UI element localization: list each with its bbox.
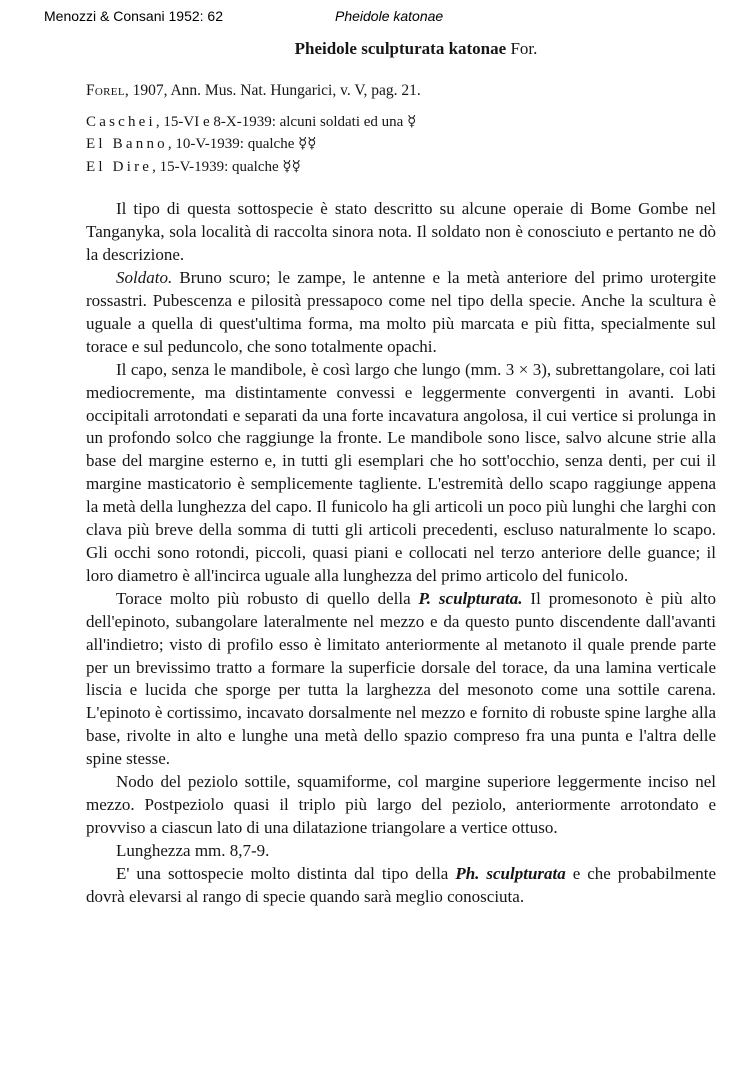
record-text: , 15-V-1939: qualche ☿☿	[152, 158, 301, 175]
conclusion-text-b: e che probabilmente dovrà elevarsi al rango di specie quando sarà meglio conosciuta.	[86, 863, 716, 906]
running-title: Pheidole katonae	[335, 8, 444, 24]
reference-author: Forel	[86, 81, 125, 99]
paragraph-length: Lunghezza mm. 8,7-9.	[116, 840, 270, 860]
collection-record	[86, 111, 716, 134]
document-page	[86, 38, 716, 909]
paragraph-petiole: Nodo del peziolo sottile, squamiforme, col margine superiore leggermente inciso nel mezzo. Postpeziolo quasi il triplo più largo del peziolo, anteriormente arrotondato e provviso a ciascun lato di una dilatazione triangolare a vertice ottuso.	[86, 772, 716, 837]
paragraph-type-note: Il tipo di questa sottospecie è stato descritto su alcune operaie di Bome Gombe nel Tanganyka, sola località di raccolta sinora nota. Il soldato non è conosciuto e pertanto ne dò la descrizione.	[86, 199, 716, 265]
collection-records	[86, 111, 716, 179]
collection-record	[86, 156, 716, 179]
species-name: P. sculpturata.	[418, 588, 523, 608]
reference-details: , 1907, Ann. Mus. Nat. Hungarici, v. V, pag. 21.	[124, 81, 421, 99]
paragraph-head: Il capo, senza le mandibole, è così largo che lungo (mm. 3 × 3), subrettangolare, coi lati mediocremente, ma distintamente convessi e leggermente convergenti in avanti. Lobi occipitali arrotondati e separati da una forte incavatura angolosa, il cui vertice si prolunga in un profondo solco che raggiunge la fronte. Le mandibole sono lisce, salvo alcune strie alla base del margine esterno e, in tutti gli esemplari che ho sott'occhio, senza denti, per cui il margine masticatorio è semplicemente tagliente. L'estremità dello scapo raggiunge appena la metà della lunghezza del capo. Il funicolo ha gli articoli un poco più lunghi che larghi con clava più breve della somma di tutti gli articoli precedenti, escluso naturalmente lo scapo. Gli occhi sono rotondi, piccoli, quasi piani e collocati nel terzo anteriore delle guance; il loro diametro è all'incirca uguale alla lunghezza del primo articolo del funicolo.	[86, 359, 716, 585]
paragraph-conclusion	[86, 863, 716, 909]
soldier-text: Bruno scuro; le zampe, le antenne e la metà anteriore del primo urotergite rossastri. Pubescenza e pilosità pressapoco come nel tipo della specie. Anche la scultura è uguale a quella di quest'ultima forma, ma molto più marcata e più fitta, specialmente sul torace e sul peduncolo, che sono totalmente opachi.	[86, 268, 716, 356]
soldier-lead: Soldato.	[116, 268, 173, 288]
description-body	[86, 198, 716, 908]
paragraph-soldier	[86, 267, 716, 359]
thorax-text-a: Torace molto più robusto di quello della	[116, 588, 419, 608]
record-locality: El Dire	[86, 158, 153, 175]
page-header	[0, 8, 753, 28]
taxon-title	[86, 38, 716, 61]
paragraph-thorax	[86, 588, 716, 771]
species-name: Ph. sculpturata	[455, 863, 566, 883]
taxon-author: For.	[510, 39, 538, 58]
source-citation: Menozzi & Consani 1952: 62	[44, 8, 223, 24]
bibliographic-reference	[86, 80, 716, 102]
conclusion-text-a: E' una sottospecie molto distinta dal tipo della	[116, 863, 456, 883]
collection-record	[86, 133, 716, 156]
record-locality: El Banno	[86, 136, 168, 153]
thorax-text-b: Il promesonoto è più alto dell'epinoto, subangolare lateralmente nel mezzo e da questo punto discendente dall'avanti all'indietro; visto di profilo esso è limitato anteriormente al metanoto il quale prende parte per un brevissimo tratto a formare la superficie dorsale del torace, da una lamina verticale liscia e lucida che sporge per tutta la larghezza del mesonoto come una sottile carena. L'epinoto è cortissimo, incavato dorsalmente nel mezzo e fornito di robuste spine larghe alla base, rivolte in alto e lunghe una metà dello spazio compreso fra una punta e l'altra delle spine stesse.	[86, 588, 716, 769]
record-text: , 10-V-1939: qualche ☿☿	[167, 136, 317, 153]
record-text: , 15-VI e 8-X-1939: alcuni soldati ed una ☿	[155, 113, 417, 130]
record-locality: Caschei	[86, 113, 156, 130]
taxon-name: Pheidole sculpturata katonae	[294, 39, 507, 58]
